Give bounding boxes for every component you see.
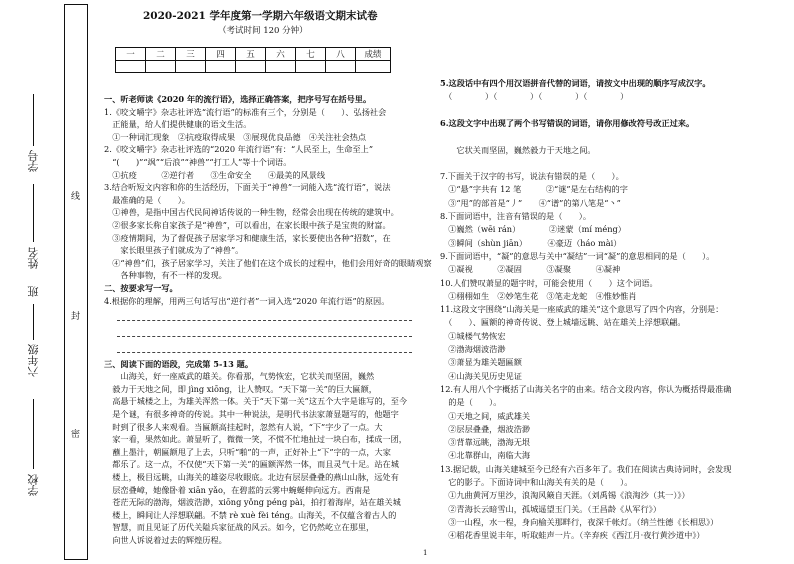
text-line: 智慧，而且见证了历代关隘兵家征战的风云。如今，它仍然屹立在那里， — [104, 522, 375, 533]
text-line: ④北靠群山，南临大海 — [440, 450, 531, 461]
score-header-cell: 七 — [296, 48, 326, 61]
text-line: ①抗疫 ②逆行者 ③生命安全 ④最美的风景线 — [104, 169, 326, 180]
seal-mark-xian: 线 — [71, 192, 81, 202]
text-line: ①栩栩如生 ②妙笔生花 ③笔走龙蛇 ④惟妙惟肖 — [440, 290, 637, 301]
text-line: 层峦叠嶂，她像卧着 xiān yǎo，在碧蓝的云雾中蜿蜒伸向远方。西南是 — [104, 484, 371, 495]
text-line: 7.下面关于汉字的书写，说法有错误的是（ ）。 — [440, 171, 624, 182]
text-line: 它状关而坚固，巍然毅力于天地之间。 — [440, 144, 596, 155]
school-label: 学校 — [27, 474, 40, 496]
text-line: ④山海关见历史见证 — [440, 370, 522, 381]
text-line: 高悬于城楼之上，为雄关浑然一体。关于“天下第一关”这五个大字是谁写的，至今 — [104, 396, 408, 407]
text-line: 4.根据你的理解，用两三句话写出“逆行者”一词入选“2020 年流行语”的原因。 — [104, 295, 390, 306]
score-header-cell: 一 — [116, 48, 146, 61]
text-line: ④“神兽”们，孩子居家学习，关注了他们在这个成长的过程中，他们会用好奇的眼睛观察 — [104, 257, 432, 268]
text-line: ④稻花香里说丰年，听取蛙声一片。（辛弃疾《西江月·夜行黄沙道中》） — [440, 530, 705, 541]
text-line: 家长眼里孩子们就成为了“神兽”。 — [104, 245, 244, 256]
text-line: 13.据记载，山海关建城至今已经有六百多年了。我们在阅读古典诗词时，会发现 — [440, 463, 732, 474]
text-line: ②青海长云暗雪山，孤城遥望玉门关。（王昌龄《从军行》） — [440, 503, 662, 514]
binding-strip — [6, 4, 98, 560]
text-line: （ ）、匾额的神奇传说、登上城墙远眺、站在雄关上浮想联翩。 — [440, 317, 686, 328]
score-input-cell[interactable] — [296, 61, 326, 73]
text-line: ③“甩”的部首是“丿” ④“谱”的第八笔是“丶” — [440, 197, 621, 208]
text-line: 各种事物，有不一样的发现。 — [104, 270, 227, 281]
class-label: 班 — [27, 286, 40, 297]
score-input-cell[interactable] — [176, 61, 206, 73]
text-line: ①巍然（wēi rán） ②迷蒙（mí méng） — [440, 224, 626, 235]
score-header-cell: 成绩 — [356, 48, 391, 61]
text-line: 三、阅读下面的语段，完成第 5-13 题。 — [104, 358, 254, 369]
number-label: 学号 — [27, 150, 40, 172]
text-line: ③疫情期间，为了督促孩子居家学习和健康生活，家长要使出各种“招数”，在 — [104, 232, 391, 243]
text-line: “( )”“飒”“后浪”“神兽”“打工人”等十个词语。 — [104, 157, 292, 167]
score-input-cell[interactable] — [206, 61, 236, 73]
text-line: 毅力于天地之间，即 jìng xiōng，让人赞叹。“天下第一关”的巨大匾额， — [104, 383, 377, 394]
text-line: 11.这段文字围绕“山海关是一座威武的雄关”这个意思写了四个内容，分别是： — [440, 304, 724, 315]
text-line: 3.结合听短文内容和你的生活经历，下面关于“神兽”一词能入选“流行语”，说法 — [104, 182, 391, 193]
seal-mark-feng: 封 — [71, 312, 81, 322]
text-line: 苍茫无际的渤海，烟波浩渺，xiōng yǒng péng pài，拍打着海岸，站在雄关城 — [104, 497, 401, 508]
text-line: 10.人们赞叹萧显的题字时，可能会使用（ ）这个词语。 — [440, 277, 658, 288]
exam-time-note: （考试时间 120 分钟） — [218, 26, 308, 36]
text-line: ①凝视 ②凝固 ③凝聚 ④凝神 — [440, 264, 621, 275]
text-line: 的是（ ）。 — [440, 397, 502, 408]
score-input-cell[interactable] — [326, 61, 356, 73]
text-line: 一、听老师读《2020 年的流行语》，选择正确答案，把序号写在括号里。 — [104, 94, 372, 104]
text-line: 是个谜，有很多神奇的传说。其中一种说法，是明代书法家萧显题写的，他题字 — [104, 409, 399, 419]
school-blank — [33, 399, 34, 469]
text-line: 1.《咬文嚼字》杂志社评选“流行语”的标准有三个，分别是（ ）、弘扬社会 — [104, 106, 387, 117]
name-blank — [33, 184, 34, 242]
grade-label: 六年级 — [27, 344, 40, 377]
text-line: 2.《咬文嚼字》杂志社评选的“2020 年流行语”有：“人民至上，生命至上” — [104, 144, 374, 155]
text-line: 山海关，好一座威武的雄关。你看那，气势恢宏，它状关而坚固，巍然 — [104, 371, 375, 382]
score-table-input-row — [116, 61, 391, 73]
text-line: 家一看，果然如此。萧显听了，微微一笑，不慌不忙地扯过一块白布，揉成一团， — [104, 434, 407, 445]
text-line: ③瞬间（shùn jiān） ④豪迈（háo mài） — [440, 237, 622, 248]
text-line: 6.这段文字中出现了两个书写错误的词语，请你用修改符号改正过来。 — [440, 117, 695, 128]
text-line: 二、按要求写一写。 — [104, 283, 178, 293]
score-input-cell[interactable] — [266, 61, 296, 73]
text-line: 楼上，极目远眺，山海关的雄姿尽收眼底。北边有层层叠叠的燕山山脉，远处有 — [104, 472, 399, 482]
text-line: ①城楼气势恢宏 — [440, 330, 506, 341]
score-table-header-row — [116, 48, 391, 61]
text-line: ③一山程，水一程，身向榆关那畔行，夜深千帐灯。（纳兰性德《长相思》） — [440, 516, 719, 527]
score-header-cell: 二 — [146, 48, 176, 61]
page-number: 1 — [423, 549, 428, 557]
score-input-cell[interactable] — [116, 61, 146, 73]
number-blank — [33, 94, 34, 146]
text-line: ①九曲黄河万里沙，浪淘风簸自天涯。（刘禹锡《浪淘沙（其一）》） — [440, 490, 690, 501]
score-header-cell: 六 — [266, 48, 296, 61]
text-line: 楼上，瞬间让人浮想联翩。不禁 rè xuè fèi téng。山海关，不仅蕴含着古人的 — [104, 509, 397, 520]
text-line: 向世人诉说着过去的辉煌历程。 — [104, 535, 227, 545]
text-line: ②很多家长称自家孩子是“神兽”，可以看出，在家长眼中孩子是宝贵的财富。 — [104, 220, 391, 230]
score-header-cell: 八 — [326, 48, 356, 61]
seal-mark-mi: 密 — [71, 430, 81, 440]
text-line: 它的影子。下面诗词中和山海关有关的是（ ）。 — [440, 477, 633, 487]
exam-title: 2020-2021 学年度第一学期六年级语文期末试卷 — [143, 10, 378, 22]
text-line: 最准确的是（ ）。 — [104, 194, 190, 205]
text-line: ①天地之间，威武雄关 — [440, 410, 531, 421]
answer-line[interactable] — [117, 352, 412, 353]
score-input-cell[interactable] — [356, 61, 391, 73]
score-table — [115, 47, 391, 73]
text-line: 正能量，给人们提供健康的语文生活。 — [104, 119, 252, 130]
text-line: ①一种词汇现象 ②抗疫取得成果 ③展现优良品德 ④关注社会热点 — [104, 131, 367, 142]
seal-line-frame — [64, 4, 88, 560]
text-line: 9.下面词语中，“凝”的意思与关中“凝结”一词“凝”的意思相同的是（ ）。 — [440, 250, 715, 261]
score-input-cell[interactable] — [236, 61, 266, 73]
score-header-cell: 五 — [236, 48, 266, 61]
text-line: 都乐了。这一点，不仅使“天下第一关”的匾额浑然一体，而且灵气十足。站在城 — [104, 459, 399, 470]
text-line: 8.下面词语中，注音有错误的是（ ）。 — [440, 211, 592, 221]
answer-line[interactable] — [117, 336, 412, 337]
text-line: （ ）（ ）（ ）（ ） — [440, 91, 629, 102]
text-line: 12.有人用八个字概括了山海关名字的由来。结合文段内容，你认为概括得最准确 — [440, 383, 732, 394]
score-header-cell: 四 — [206, 48, 236, 61]
text-line: ③背靠远眺，渤海无垠 — [440, 437, 531, 448]
text-line: 蘸上墨汁，朝匾额甩了上去，只听“啪”的一声，正好补上“下”字的一点，大家 — [104, 446, 391, 457]
text-line: 5.这段话中有四个用汉语拼音代替的词语，请按文中出现的顺序写成汉字。 — [440, 78, 711, 88]
text-line: ①“悬”字共有 12 笔 ②“谜”是左右结构的字 — [440, 184, 628, 195]
text-line: ②层层叠叠，烟波浩渺 — [440, 423, 531, 434]
text-line: ②渤海烟波浩渺 — [440, 344, 506, 354]
score-input-cell[interactable] — [146, 61, 176, 73]
answer-line[interactable] — [117, 320, 412, 321]
text-line: ①神兽，是指中国古代民间神话传说的一种生物，经常会出现在传统的建筑中。 — [104, 207, 399, 218]
text-line: ③萧显为雄关题匾额 — [440, 357, 522, 368]
name-label: 姓名 — [27, 247, 40, 269]
score-header-cell: 三 — [176, 48, 206, 61]
text-line: 时到了很多人来观看。当匾额高挂起时，忽然有人说，“下”字少了一点。大 — [104, 421, 383, 432]
class-blank — [33, 304, 34, 340]
